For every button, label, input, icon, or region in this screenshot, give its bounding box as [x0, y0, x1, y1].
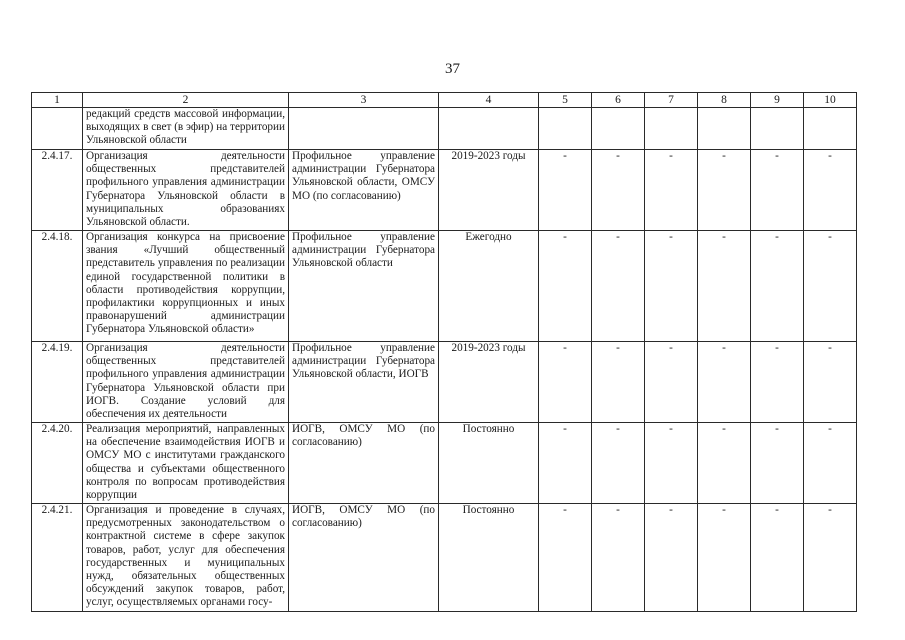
value-cell: -	[645, 423, 698, 504]
column-number: 4	[439, 93, 539, 108]
value-cell: -	[804, 504, 857, 612]
value-cell: -	[751, 342, 804, 423]
column-number: 3	[289, 93, 439, 108]
item-number: 2.4.19.	[32, 342, 83, 423]
value-cell: -	[804, 423, 857, 504]
table-row	[32, 342, 857, 423]
period: Постоянно	[439, 504, 539, 612]
column-number: 7	[645, 93, 698, 108]
executor: ИОГВ, ОМСУ МО (по согласованию)	[289, 504, 439, 612]
value-cell: -	[645, 150, 698, 231]
event-description: Организация конкурса на присвоение звания «Лучший общественный представитель управления по реализации единой государственной политики в области противодействия коррупции, профилактики коррупционных и иных правонарушений администрации Губернатора Ульяновской области»	[83, 231, 289, 342]
item-number	[32, 108, 83, 150]
period: 2019-2023 годы	[439, 342, 539, 423]
value-cell	[592, 108, 645, 150]
event-description: редакций средств массовой информации, выходящих в свет (в эфир) на территории Ульяновской области	[83, 108, 289, 150]
value-cell: -	[645, 231, 698, 342]
executor: Профильное управление администрации Губернатора Ульяновской области	[289, 231, 439, 342]
value-cell: -	[751, 150, 804, 231]
value-cell: -	[592, 423, 645, 504]
executor: Профильное управление администрации Губернатора Ульяновской области, ОМСУ МО (по согласованию)	[289, 150, 439, 231]
value-cell: -	[592, 150, 645, 231]
value-cell: -	[539, 231, 592, 342]
value-cell: -	[539, 423, 592, 504]
value-cell: -	[592, 231, 645, 342]
value-cell: -	[698, 423, 751, 504]
executor: Профильное управление администрации Губернатора Ульяновской области, ИОГВ	[289, 342, 439, 423]
measures-table	[31, 92, 857, 612]
value-cell	[804, 108, 857, 150]
page-number: 37	[445, 61, 460, 77]
value-cell: -	[645, 342, 698, 423]
item-number: 2.4.20.	[32, 423, 83, 504]
value-cell: -	[698, 231, 751, 342]
table-row	[32, 150, 857, 231]
value-cell: -	[751, 423, 804, 504]
column-number-row	[32, 93, 857, 108]
column-number: 8	[698, 93, 751, 108]
event-description: Организация деятельности общественных представителей профильного управления администрации Губернатора Ульяновской области при ИОГВ. Создание условий для обеспечения их деятельности	[83, 342, 289, 423]
executor	[289, 108, 439, 150]
event-description: Организация деятельности общественных представителей профильного управления администрации Губернатора Ульяновской области в муниципальных образованиях Ульяновской области.	[83, 150, 289, 231]
item-number: 2.4.18.	[32, 231, 83, 342]
value-cell: -	[539, 342, 592, 423]
event-description: Организация и проведение в случаях, предусмотренных законодательством о контрактной системе в сфере закупок товаров, работ, услуг для обеспечения государственных и муниципальных нужд, обязательных общественных обсуждений закупок товаров, работ, услуг, осуществляемых органами госу-	[83, 504, 289, 612]
period: 2019-2023 годы	[439, 150, 539, 231]
value-cell	[698, 108, 751, 150]
value-cell	[539, 108, 592, 150]
value-cell: -	[804, 231, 857, 342]
value-cell: -	[645, 504, 698, 612]
table-row	[32, 423, 857, 504]
column-number: 2	[83, 93, 289, 108]
value-cell: -	[592, 504, 645, 612]
column-number: 6	[592, 93, 645, 108]
value-cell: -	[751, 231, 804, 342]
event-description: Реализация мероприятий, направленных на обеспечение взаимодействия ИОГВ и ОМСУ МО с институтами гражданского общества и субъектами общественного контроля по вопросам противодействия коррупции	[83, 423, 289, 504]
period: Постоянно	[439, 423, 539, 504]
period	[439, 108, 539, 150]
value-cell: -	[804, 150, 857, 231]
table-row	[32, 504, 857, 612]
column-number: 1	[32, 93, 83, 108]
column-number: 5	[539, 93, 592, 108]
value-cell: -	[698, 150, 751, 231]
item-number: 2.4.21.	[32, 504, 83, 612]
executor: ИОГВ, ОМСУ МО (по согласованию)	[289, 423, 439, 504]
table-row	[32, 108, 857, 150]
item-number: 2.4.17.	[32, 150, 83, 231]
value-cell	[751, 108, 804, 150]
column-number: 10	[804, 93, 857, 108]
value-cell: -	[539, 150, 592, 231]
table-row	[32, 231, 857, 342]
value-cell: -	[592, 342, 645, 423]
period: Ежегодно	[439, 231, 539, 342]
value-cell: -	[698, 504, 751, 612]
value-cell: -	[751, 504, 804, 612]
value-cell: -	[804, 342, 857, 423]
value-cell: -	[539, 504, 592, 612]
column-number: 9	[751, 93, 804, 108]
value-cell	[645, 108, 698, 150]
value-cell: -	[698, 342, 751, 423]
